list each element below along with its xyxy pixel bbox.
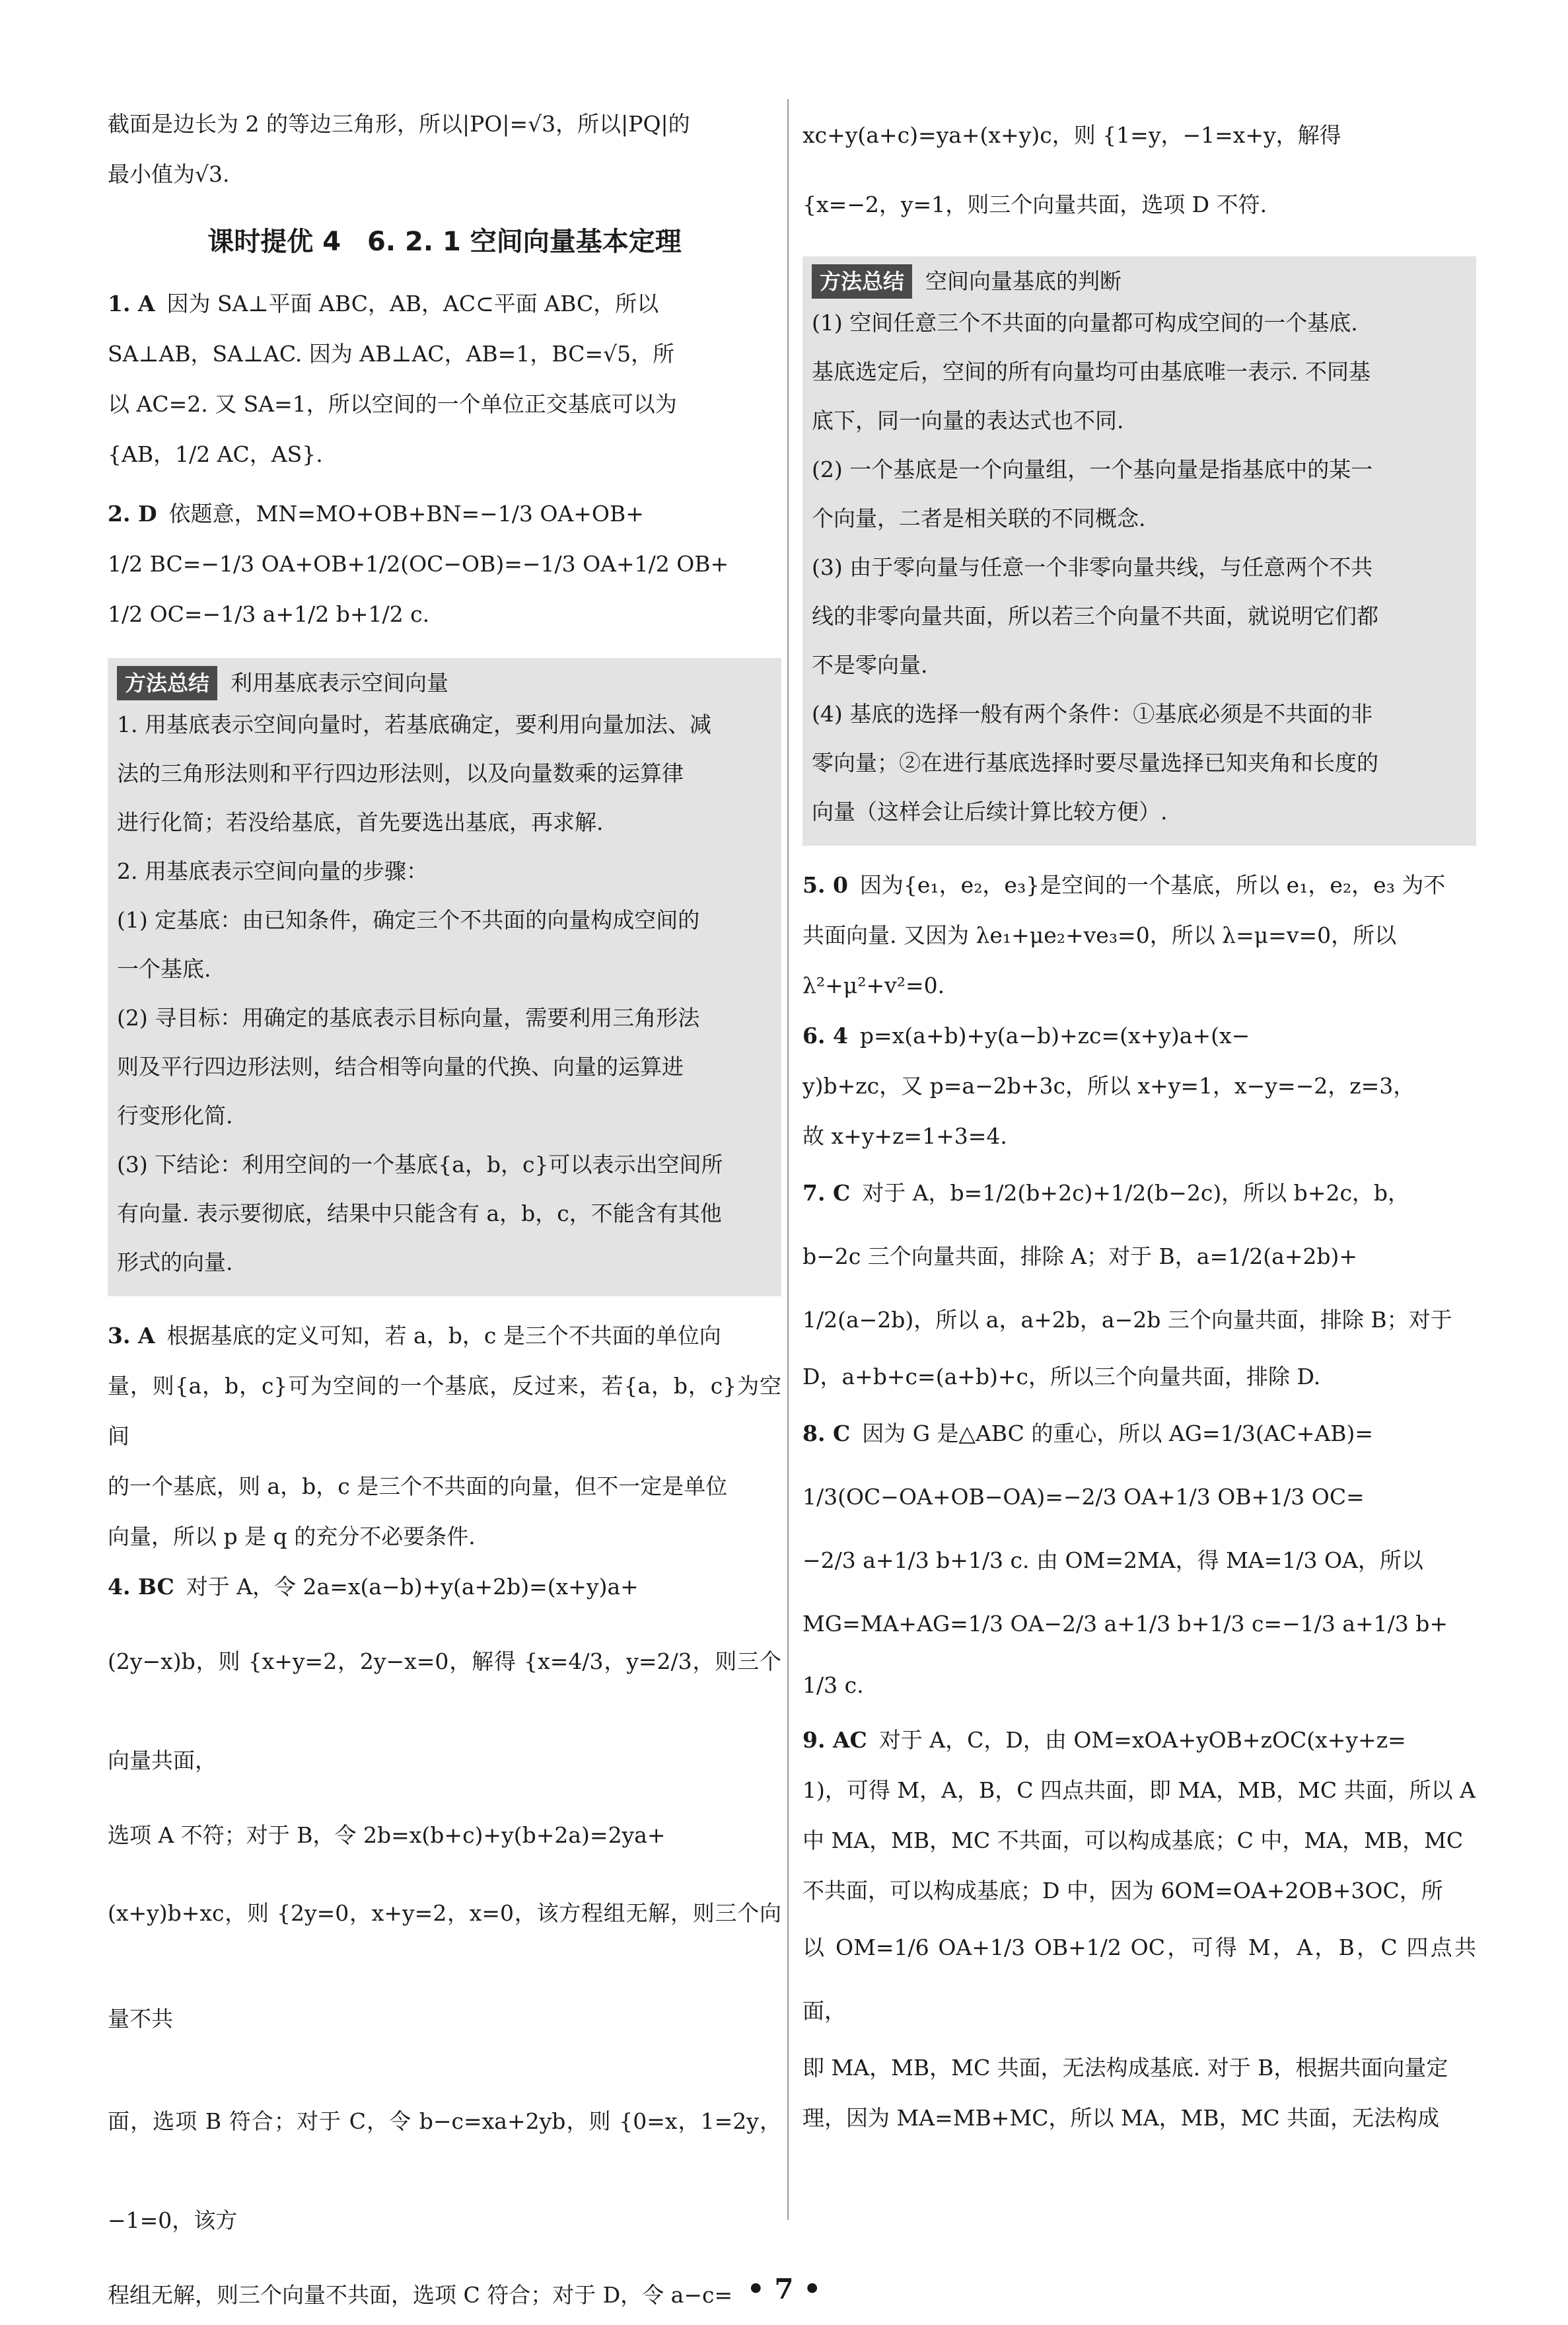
- answer-1-number: 1. A: [108, 291, 155, 316]
- answer-7-line: 1/2(a−2b)，所以 a，a+2b，a−2b 三个向量共面，排除 B；对于: [802, 1307, 1452, 1333]
- method-summary-line: 法的三角形法则和平行四边形法则，以及向量数乘的运算律: [117, 760, 684, 786]
- answer-4-line: 程组无解，则三个向量不共面，选项 C 符合；对于 D，令 a−c=: [108, 2282, 733, 2308]
- answer-3-line: 的一个基底，则 a，b，c 是三个不共面的向量，但不一定是单位: [108, 1473, 728, 1499]
- answer-6-line: y)b+zc，又 p=a−2b+3c，所以 x+y=1，x−y=−2，z=3，: [802, 1073, 1415, 1099]
- answer-4-line: 选项 A 不符；对于 B，令 2b=x(b+c)+y(b+2a)=2ya+: [108, 1822, 666, 1848]
- method-summary-line: 线的非零向量共面，所以若三个向量不共面，就说明它们都: [812, 603, 1378, 629]
- method-summary-line: 向量（这样会让后续计算比较方便）.: [812, 799, 1168, 825]
- answer-3-number: 3. A: [108, 1323, 155, 1348]
- answer-9-line: 即 MA，MB，MC 共面，无法构成基底. 对于 B，根据共面向量定: [802, 2055, 1448, 2081]
- method-summary-line: 基底选定后，空间的所有向量均可由基底唯一表示. 不同基: [812, 359, 1371, 385]
- method-summary-badge: 方法总结: [117, 666, 217, 700]
- answer-2-line: 1/2 BC=−1/3 OA+OB+1/2(OC−OB)=−1/3 OA+1/2 OB+: [108, 551, 729, 577]
- answer-8-line: MG=MA+AG=1/3 OA−2/3 a+1/3 b+1/3 c=−1/3 a+1/3 b+: [802, 1611, 1448, 1637]
- answer-6: [802, 1011, 1476, 1162]
- answer-5-number: 5. 0: [802, 872, 848, 898]
- answer-1-line: 以 AC=2. 又 SA=1，所以空间的一个单位正交基底可以为: [108, 391, 677, 417]
- answer-8-line: 1/3 c.: [802, 1672, 864, 1698]
- method-summary-line: (4) 基底的选择一般有两个条件：①基底必须是不共面的非: [812, 701, 1373, 727]
- continuation-line: {x=−2，y=1，则三个向量共面，选项 D 不符.: [802, 192, 1267, 217]
- method-summary-line: (1) 定基底：由已知条件，确定三个不共面的向量构成空间的: [117, 907, 700, 933]
- method-summary-line: 不是零向量.: [812, 652, 928, 678]
- method-summary-line: 有向量. 表示要彻底，结果中只能含有 a，b，c，不能含有其他: [117, 1200, 722, 1226]
- answer-9-line: 中 MA，MB，MC 不共面，可以构成基底；C 中，MA，MB，MC: [802, 1827, 1464, 1853]
- answer-9-line: 理，因为 MA=MB+MC，所以 MA，MB，MC 共面，无法构成: [802, 2105, 1440, 2131]
- answer-7: [802, 1162, 1476, 1402]
- answer-9-line: 对于 A，C，D，由 OM=xOA+yOB+zOC(x+y+z=: [878, 1727, 1406, 1753]
- method-summary-line: 2. 用基底表示空间向量的步骤：: [117, 858, 428, 884]
- answer-1: [108, 279, 781, 480]
- answer-6-line: p=x(a+b)+y(a−b)+zc=(x+y)a+(x−: [859, 1023, 1250, 1049]
- answer-5-line: 共面向量. 又因为 λe₁+μe₂+ve₃=0，所以 λ=μ=v=0，所以: [802, 922, 1397, 948]
- answer-8-line: 1/3(OC−OA+OB−OA)=−2/3 OA+1/3 OB+1/3 OC=: [802, 1484, 1365, 1510]
- method-summary-title: 空间向量基底的判断: [925, 268, 1122, 294]
- answer-3-line: 根据基底的定义可知，若 a，b，c 是三个不共面的单位向: [166, 1323, 721, 1348]
- method-summary-line: (2) 寻目标：用确定的基底表示目标向量，需要利用三角形法: [117, 1005, 700, 1031]
- method-summary-line: (3) 下结论：利用空间的一个基底{a，b，c}可以表示出空间所: [117, 1152, 723, 1177]
- method-summary-box: [802, 256, 1476, 846]
- method-summary-line: 形式的向量.: [117, 1249, 233, 1275]
- answer-1-line: {AB，1/2 AC，AS}.: [108, 441, 323, 467]
- answer-5-line: λ²+μ²+v²=0.: [802, 973, 945, 998]
- answer-9-number: 9. AC: [802, 1727, 867, 1753]
- method-summary-badge: 方法总结: [812, 264, 912, 299]
- answer-7-line: D，a+b+c=(a+b)+c，所以三个向量共面，排除 D.: [802, 1364, 1321, 1389]
- method-summary-line: 进行化简；若没给基底，首先要选出基底，再求解.: [117, 809, 604, 835]
- answer-8: [802, 1402, 1476, 1715]
- answer-6-number: 6. 4: [802, 1023, 848, 1049]
- answer-4-line: (2y−x)b，则 {x+y=2，2y−x=0，解得 {x=4/3，y=2/3，则三个向量共面，: [108, 1648, 781, 1773]
- answer-9-line: 以 OM=1/6 OA+1/3 OB+1/2 OC，可得 M，A，B，C 四点共面，: [802, 1935, 1476, 2024]
- answer-9: [802, 1715, 1476, 2143]
- right-column: [802, 99, 1476, 2143]
- section-title: 课时提优 4 6. 2. 1 空间向量基本定理: [207, 227, 682, 257]
- answer-5: [802, 860, 1476, 1011]
- method-summary-line: 行变形化简.: [117, 1103, 233, 1128]
- answer-7-line: b−2c 三个向量共面，排除 A；对于 B，a=1/2(a+2b)+: [802, 1243, 1358, 1269]
- answer-9-line: 1)，可得 M，A，B，C 四点共面，即 MA，MB，MC 共面，所以 A: [802, 1777, 1476, 1803]
- answer-3-line: 向量，所以 p 是 q 的充分不必要条件.: [108, 1524, 476, 1549]
- method-summary-line: (2) 一个基底是一个向量组，一个基向量是指基底中的某一: [812, 457, 1373, 482]
- answer-4-line: 面，选项 B 符合；对于 C，令 b−c=xa+2yb，则 {0=x，1=2y，−1=0，该方: [108, 2108, 781, 2233]
- answer-1-line: 因为 SA⊥平面 ABC，AB，AC⊂平面 ABC，所以: [166, 291, 659, 316]
- answer-8-number: 8. C: [802, 1421, 851, 1446]
- answer-4-line: (x+y)b+xc，则 {2y=0，x+y=2，x=0，该方程组无解，则三个向量不共: [108, 1900, 781, 2032]
- answer-2-number: 2. D: [108, 501, 157, 527]
- answer-4-number: 4. BC: [108, 1574, 174, 1600]
- answer-3: [108, 1311, 781, 1562]
- intro-line-1: 截面是边长为 2 的等边三角形，所以|PO|=√3，所以|PQ|的: [108, 111, 690, 137]
- method-summary-line: (3) 由于零向量与任意一个非零向量共线，与任意两个不共: [812, 554, 1373, 580]
- answer-4: [108, 1562, 781, 2320]
- method-summary-line: 个向量，二者是相关联的不同概念.: [812, 505, 1146, 531]
- answer-6-line: 故 x+y+z=1+3=4.: [802, 1123, 1007, 1149]
- method-summary-line: 一个基底.: [117, 956, 211, 982]
- method-summary-line: 1. 用基底表示空间向量时，若基底确定，要利用向量加法、减: [117, 712, 711, 737]
- continuation-line: xc+y(a+c)=ya+(x+y)c，则 {1=y，−1=x+y，解得: [802, 122, 1341, 148]
- answer-5-line: 因为{e₁，e₂，e₃}是空间的一个基底，所以 e₁，e₂，e₃ 为不: [859, 872, 1446, 898]
- method-summary-line: 零向量；②在进行基底选择时要尽量选择已知夹角和长度的: [812, 750, 1378, 776]
- page-number: • 7 •: [746, 2273, 822, 2305]
- answer-4-line: 对于 A，令 2a=x(a−b)+y(a+2b)=(x+y)a+: [186, 1574, 639, 1600]
- intro-line-2: 最小值为√3.: [108, 161, 230, 187]
- left-column: [108, 99, 781, 2320]
- answer-8-line: −2/3 a+1/3 b+1/3 c. 由 OM=2MA，得 MA=1/3 OA，所以: [802, 1547, 1423, 1573]
- answer-7-line: 对于 A，b=1/2(b+2c)+1/2(b−2c)，所以 b+2c，b，: [862, 1180, 1410, 1206]
- answer-7-number: 7. C: [802, 1180, 851, 1206]
- method-summary-line: 则及平行四边形法则，结合相等向量的代换、向量的运算进: [117, 1054, 684, 1080]
- column-divider: [787, 99, 789, 2220]
- answer-2: [108, 489, 781, 640]
- answer-3-line: 量，则{a，b，c}可为空间的一个基底，反过来，若{a，b，c}为空间: [108, 1373, 781, 1449]
- answer-2-line: 1/2 OC=−1/3 a+1/2 b+1/2 c.: [108, 601, 430, 627]
- answer-8-line: 因为 G 是△ABC 的重心，所以 AG=1/3(AC+AB)=: [862, 1421, 1374, 1446]
- method-summary-line: 底下，同一向量的表达式也不同.: [812, 408, 1124, 433]
- method-summary-title: 利用基底表示空间向量: [231, 670, 449, 696]
- answer-2-line: 依题意，MN=MO+OB+BN=−1/3 OA+OB+: [168, 501, 644, 527]
- method-summary-line: (1) 空间任意三个不共面的向量都可构成空间的一个基底.: [812, 310, 1358, 336]
- answer-9-line: 不共面，可以构成基底；D 中，因为 6OM=OA+2OB+3OC，所: [802, 1878, 1443, 1903]
- answer-1-line: SA⊥AB，SA⊥AC. 因为 AB⊥AC，AB=1，BC=√5，所: [108, 341, 675, 367]
- method-summary-box: [108, 658, 781, 1296]
